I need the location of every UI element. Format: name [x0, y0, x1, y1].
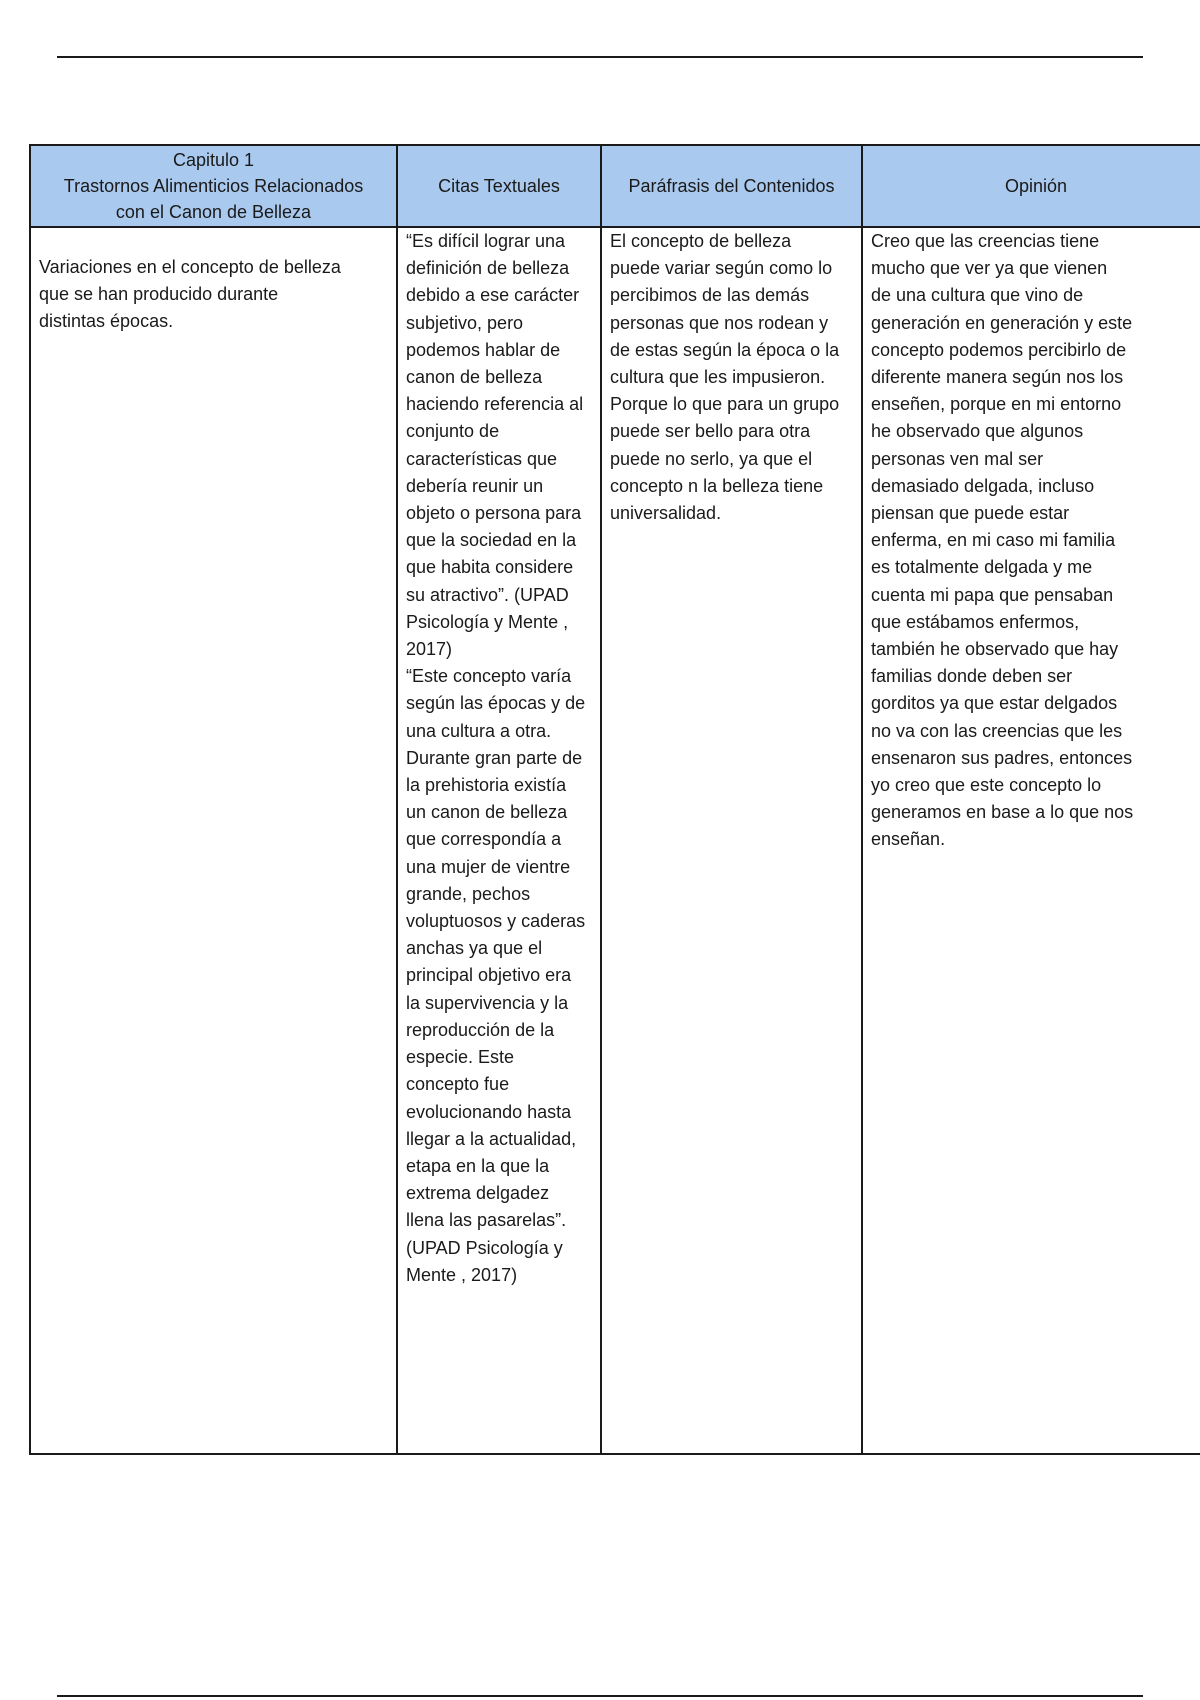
header-opinion: Opinión — [862, 145, 1200, 227]
footer-rule — [57, 1695, 1143, 1697]
header-chapter-line1: Capitulo 1 — [172, 150, 255, 170]
header-chapter — [30, 145, 397, 227]
cell-opinion: Creo que las creencias tiene mucho que ver ya que vienen de una cultura que vino de generación en generación y este concepto podemos percibirlo de diferente manera según nos los enseñen, porque en mi entorno he observado que algunos personas ven mal ser demasiado delgada, incluso piensan que puede estar enferma, en mi caso mi familia es totalmente delgada y me cuenta mi papa que pensaban que estábamos enfermos, también he observado que hay familias donde deben ser gorditos ya que estar delgados no va con las creencias que les ensenaron sus padres, entonces yo creo que este concepto lo generamos en base a lo que nos enseñan. — [862, 227, 1200, 1454]
table-row — [30, 227, 1200, 1454]
header-chapter-line3: con el Canon de Belleza — [115, 202, 312, 222]
header-citas: Citas Textuales — [397, 145, 601, 227]
cell-citas: “Es difícil lograr una definición de belleza debido a ese carácter subjetivo, pero podemos hablar de canon de belleza haciendo referencia al conjunto de características que debería reunir un objeto o persona para que la sociedad en la que habita considere su atractivo”. (UPAD Psicología y Mente , 2017) “Este concepto varía según las épocas y de una cultura a otra. Durante gran parte de la prehistoria existía un canon de belleza que correspondía a una mujer de vientre grande, pechos voluptuosos y caderas anchas ya que el principal objetivo era la supervivencia y la reproducción de la especie. Este concepto fue evolucionando hasta llegar a la actualidad, etapa en la que la extrema delgadez llena las pasarelas”. (UPAD Psicología y Mente , 2017) — [397, 227, 601, 1454]
header-parafrasis: Paráfrasis del Contenidos — [601, 145, 862, 227]
header-rule — [57, 56, 1143, 58]
header-chapter-line2: Trastornos Alimenticios Relacionados — [63, 176, 364, 196]
study-table — [29, 144, 1200, 1455]
cell-parafrasis: El concepto de belleza puede variar según como lo percibimos de las demás personas que nos rodean y de estas según la época o la cultura que les impusieron. Porque lo que para un grupo puede ser bello para otra puede no serlo, ya que el concepto n la belleza tiene universalidad. — [601, 227, 862, 1454]
cell-topic: Variaciones en el concepto de belleza que se han producido durante distintas épocas. — [30, 227, 397, 1454]
table-header-row — [30, 145, 1200, 227]
